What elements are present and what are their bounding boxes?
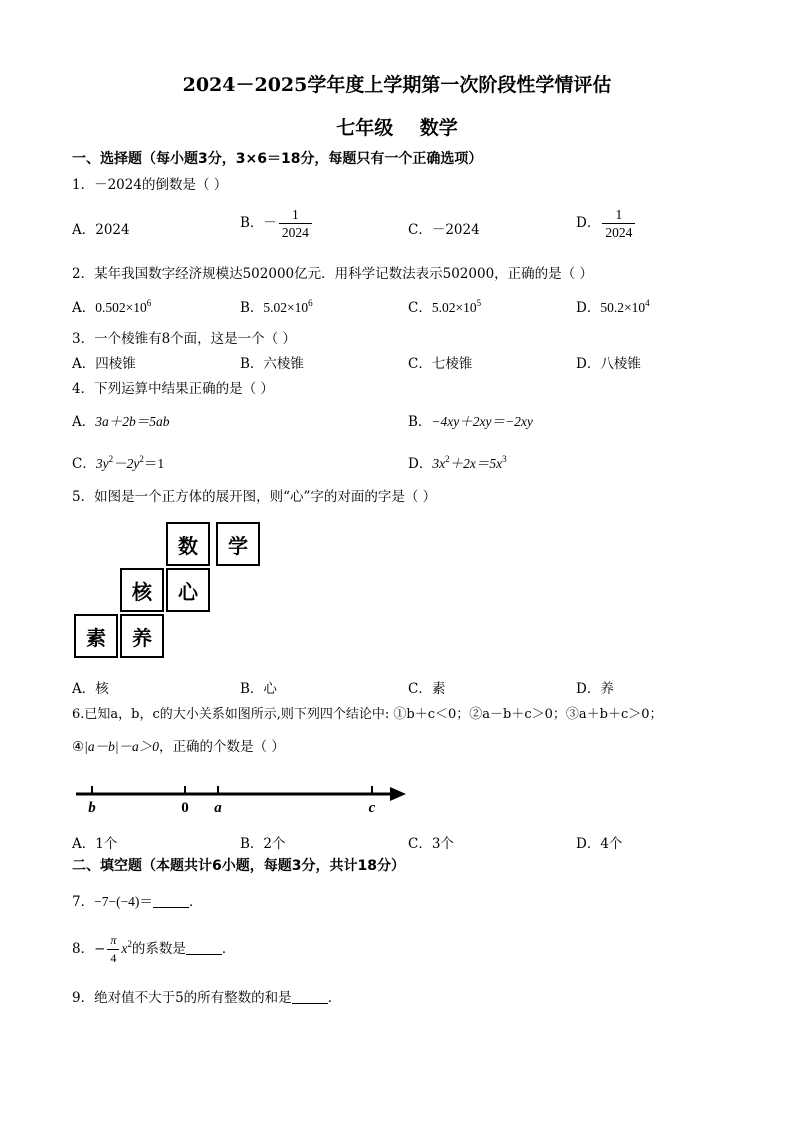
option-base: 50.2×10 bbox=[600, 300, 646, 315]
q4-option-c bbox=[72, 452, 164, 472]
q5-option-a: A．核 bbox=[72, 681, 109, 697]
section2-heading: 二、填空题（本题共计6小题，每题3分，共计18分） bbox=[72, 858, 405, 874]
option-expression: －2y bbox=[113, 456, 140, 471]
q5-option-b: B．心 bbox=[240, 681, 277, 697]
option-expression: ＋2x＝5x bbox=[449, 456, 503, 471]
q8-text: 的系数是 bbox=[131, 941, 186, 957]
q8-variable: x bbox=[121, 941, 128, 956]
q9-stem bbox=[72, 986, 341, 1006]
fraction-denominator: 2024 bbox=[281, 225, 309, 240]
exam-subtitle: 七年级 数学 bbox=[336, 117, 458, 139]
q9-text: 9．绝对值不大于5的所有整数的和是 bbox=[72, 990, 292, 1006]
answer-blank[interactable] bbox=[186, 942, 222, 955]
option-exponent: 2 bbox=[139, 454, 144, 464]
cube-net-figure bbox=[74, 520, 264, 662]
q3-option-c: C．七棱锥 bbox=[408, 356, 473, 372]
q2-option-c bbox=[408, 296, 481, 316]
answer-blank[interactable] bbox=[153, 895, 189, 908]
q2-option-b bbox=[240, 296, 313, 316]
q8-fraction bbox=[107, 932, 119, 967]
option-base: 5.02×10 bbox=[263, 300, 309, 315]
fraction-numerator: π bbox=[107, 932, 119, 950]
q6-expression: |a－b|－a＞0 bbox=[84, 739, 160, 754]
q3-stem: 3．一个棱锥有8个面，这是一个（ ） bbox=[72, 331, 296, 347]
q4-option-d bbox=[408, 452, 507, 472]
option-label: D． bbox=[408, 456, 433, 472]
arrow-head-icon bbox=[390, 787, 406, 801]
q6-option-b: B．2个 bbox=[240, 836, 286, 852]
q5-option-c: C．素 bbox=[408, 681, 446, 697]
q2-stem: 2．某年我国数字经济规模达502000亿元．用科学记数法表示502000，正确的是（ ） bbox=[72, 266, 593, 282]
option-expression: ＝1 bbox=[143, 456, 165, 471]
exam-title: 2024－2025学年度上学期第一次阶段性学情评估 bbox=[182, 74, 612, 96]
q5-stem: 5．如图是一个正方体的展开图，则“心”字的对面的字是（ ） bbox=[72, 489, 437, 505]
q3-option-a: A．四棱锥 bbox=[72, 356, 136, 372]
point-label-c: c bbox=[368, 800, 376, 816]
q1-option-d-label: D． bbox=[576, 215, 601, 231]
q4-option-b bbox=[408, 410, 533, 430]
option-base: 5.02×10 bbox=[431, 300, 477, 315]
fraction-denominator: 4 bbox=[110, 951, 117, 965]
q1-option-a: A．2024 bbox=[72, 222, 130, 238]
net-cell: 养 bbox=[120, 614, 164, 658]
option-exponent: 5 bbox=[476, 298, 482, 308]
option-base: 0.502×10 bbox=[95, 300, 147, 315]
q5-option-d: D．养 bbox=[576, 681, 614, 697]
point-label-b: b bbox=[88, 800, 96, 816]
option-expression: 3a＋2b＝5ab bbox=[95, 414, 170, 429]
fraction-denominator: 2024 bbox=[605, 225, 633, 240]
q2-option-d bbox=[576, 296, 650, 316]
option-label: B． bbox=[240, 300, 264, 316]
q3-option-b: B．六棱锥 bbox=[240, 356, 304, 372]
option-expression: 3x bbox=[432, 456, 446, 471]
q3-option-d: D．八棱锥 bbox=[576, 356, 641, 372]
q7-period: ． bbox=[188, 894, 203, 910]
option-exponent: 2 bbox=[108, 454, 114, 464]
option-exponent: 3 bbox=[502, 454, 507, 464]
option-expression: 3y bbox=[95, 456, 109, 471]
option-label: B． bbox=[408, 414, 432, 430]
net-cell: 学 bbox=[216, 522, 260, 566]
q7-number: 7． bbox=[72, 894, 95, 910]
net-cell: 心 bbox=[166, 568, 210, 612]
net-cell: 数 bbox=[166, 522, 210, 566]
point-label-a: a bbox=[214, 800, 222, 816]
q1-option-d bbox=[576, 206, 637, 241]
q9-period: ． bbox=[327, 990, 342, 1006]
option-exponent: 6 bbox=[308, 298, 313, 308]
q8-number: 8．− bbox=[72, 941, 106, 957]
q1-option-b-fraction bbox=[279, 206, 312, 241]
q1-option-b bbox=[240, 206, 314, 241]
q6-option-d: D．4个 bbox=[576, 836, 623, 852]
option-label: A． bbox=[72, 414, 96, 430]
answer-blank[interactable] bbox=[292, 991, 328, 1004]
option-label: C． bbox=[408, 300, 432, 316]
q8-period: ． bbox=[221, 941, 236, 957]
q1-option-b-label: B．－ bbox=[240, 215, 277, 231]
fraction-numerator: 1 bbox=[279, 206, 312, 224]
q2-option-a bbox=[72, 296, 151, 316]
q7-expression: −7−(−4)＝ bbox=[94, 894, 153, 909]
option-exponent: 4 bbox=[645, 298, 650, 308]
q1-option-d-fraction bbox=[602, 206, 635, 241]
q6-option-a: A．1个 bbox=[72, 836, 118, 852]
option-label: A． bbox=[72, 300, 96, 316]
q8-stem bbox=[72, 932, 235, 967]
option-label: C． bbox=[72, 456, 96, 472]
q6-suffix: ，正确的个数是（ ） bbox=[159, 739, 285, 755]
point-label-zero: 0 bbox=[181, 800, 189, 816]
option-exponent: 2 bbox=[445, 454, 450, 464]
fraction-numerator: 1 bbox=[602, 206, 635, 224]
q7-stem bbox=[72, 890, 202, 910]
q6-option-c: C．3个 bbox=[408, 836, 454, 852]
option-expression: −4xy＋2xy＝−2xy bbox=[431, 414, 533, 429]
option-exponent: 6 bbox=[146, 298, 152, 308]
q6-stem: 6.已知a，b，c的大小关系如图所示,则下列四个结论中: ①b＋c＜0；②a－b＋c＞0；③a＋b＋c＞0； bbox=[72, 707, 663, 722]
net-cell: 核 bbox=[120, 568, 164, 612]
net-cell: 素 bbox=[74, 614, 118, 658]
option-label: D． bbox=[576, 300, 601, 316]
q1-option-c: C．－2024 bbox=[408, 222, 480, 238]
q4-option-a bbox=[72, 410, 170, 430]
q8-exponent: 2 bbox=[127, 939, 132, 949]
q4-stem: 4．下列运算中结果正确的是（ ） bbox=[72, 381, 274, 397]
number-line-figure bbox=[72, 780, 412, 820]
q6-marker: ④ bbox=[72, 739, 85, 755]
section1-heading: 一、选择题（每小题3分，3×6＝18分，每题只有一个正确选项） bbox=[72, 151, 483, 167]
q1-stem: 1．－2024的倒数是（ ） bbox=[72, 177, 228, 193]
q6-stem-line2 bbox=[72, 735, 285, 755]
